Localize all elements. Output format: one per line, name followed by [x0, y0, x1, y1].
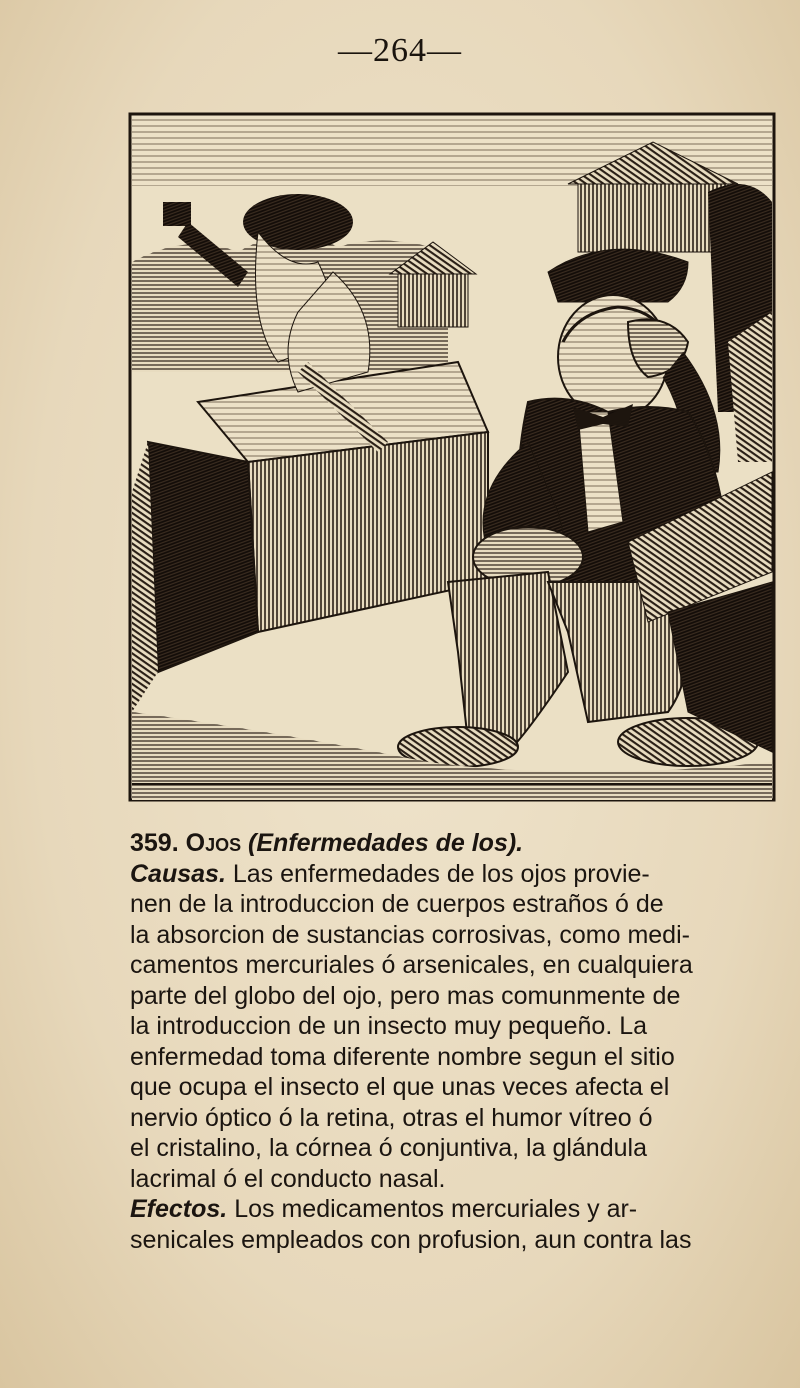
article-heading-line [130, 828, 780, 859]
text-line: que ocupa el insecto el que unas veces afecta el [130, 1073, 670, 1101]
article-title-paren: (Enfermedades de los). [248, 829, 524, 857]
text-line: lacrimal ó el conducto nasal. [130, 1164, 446, 1193]
text-line: la introduccion de un insecto muy pequeño. La [130, 1012, 648, 1040]
article-text [130, 828, 780, 1255]
text-line: la absorcion de sustancias corrosivas, como medi- [130, 920, 690, 949]
article-title-word: Ojos [185, 829, 242, 857]
text-line: senicales empleados con profusion, aun contra las [130, 1225, 692, 1254]
engraving-man-rubbing-eye-icon [128, 112, 776, 802]
engraving-illustration [128, 112, 776, 802]
article-number: 359. [130, 829, 179, 857]
text-line: nervio óptico ó la retina, otras el humor vítreo ó [130, 1103, 653, 1132]
page-number: —264— [338, 32, 462, 69]
effects-line [130, 1194, 780, 1225]
text-line: enfermedad toma diferente nombre segun el sitio [130, 1042, 675, 1071]
effects-label: Efectos. [130, 1195, 228, 1223]
text-line: Los medicamentos mercuriales y ar- [234, 1195, 638, 1223]
text-line: Las enfermedades de los ojos provie- [232, 859, 650, 888]
text-line: nen de la introduccion de cuerpos estraños ó de [130, 890, 664, 918]
text-line: parte del globo del ojo, pero mas comunmente de [130, 981, 681, 1010]
text-line: camentos mercuriales ó arsenicales, en cualquiera [130, 951, 693, 979]
causes-label: Causas. [130, 859, 226, 888]
text-line: el cristalino, la córnea ó conjuntiva, la glándula [130, 1134, 647, 1162]
causes-line [130, 859, 780, 890]
